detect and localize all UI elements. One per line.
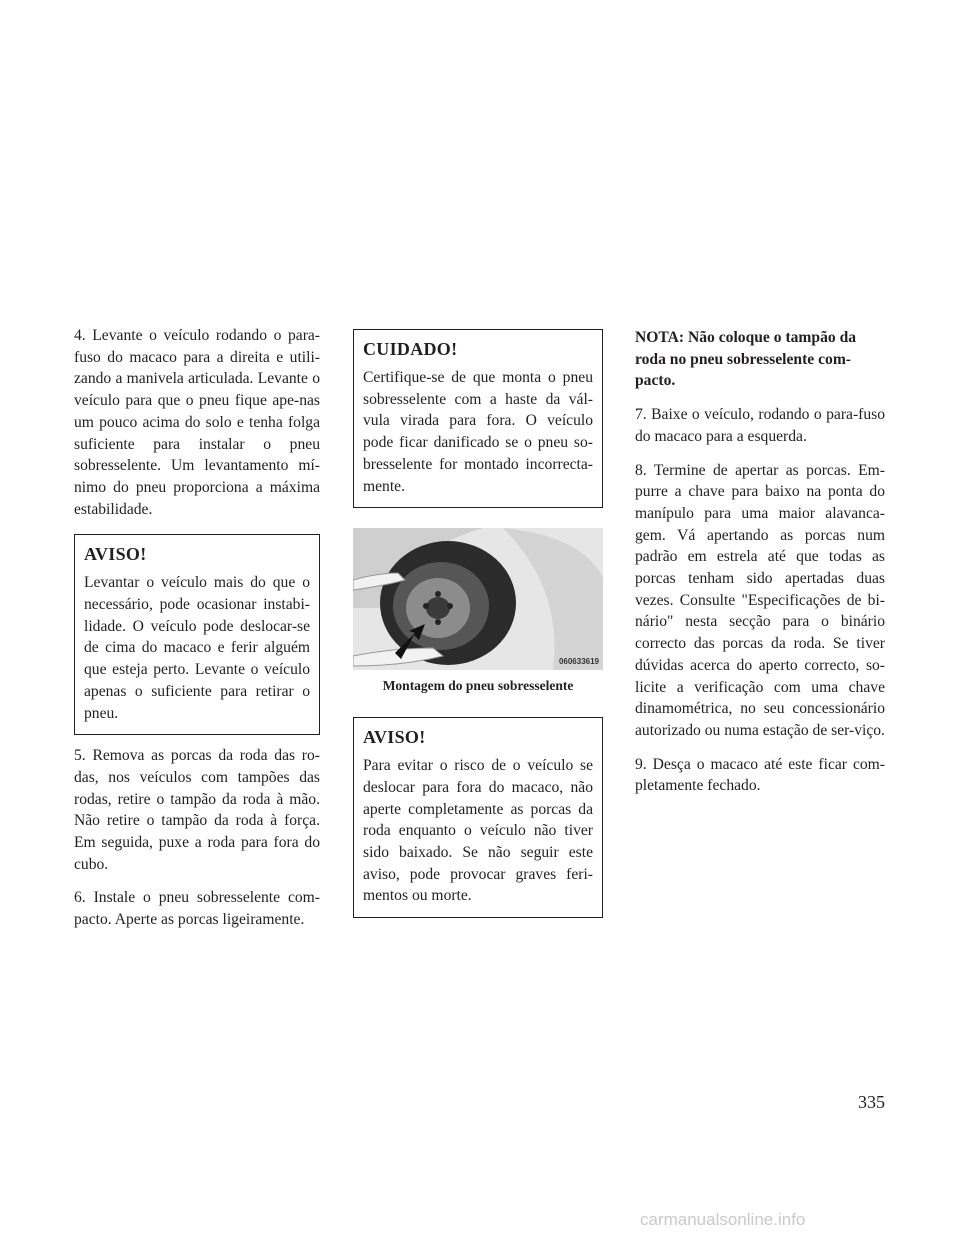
step-6-text: 6. Instale o pneu sobresselente com-pacto. Aperte as porcas ligeiramente. — [74, 889, 320, 929]
caution-text: Certifique-se de que monta o pneu sobresselente com a haste da vál-vula virada para fora. O veículo pode ficar danificado se o pneu so-bresselente for montado incorrecta-mente. — [363, 369, 593, 495]
caution-title: CUIDADO! — [363, 339, 458, 359]
warning-title: AVISO! — [363, 727, 426, 748]
left-column — [74, 325, 320, 943]
step-4-text: 4. Levante o veículo rodando o para-fuso do macaco para a direita e utili-zando a manivela articulada. Levante o veículo para que o pneu fique ape-nas um pouco acima do solo e tenha folga suficiente para instalar o pneu sobresselente. Um levantamento mí-nimo do pneu proporciona a máxima estabilidade. — [74, 327, 320, 518]
warning-box-1 — [74, 534, 320, 735]
step-8-text: 8. Termine de apertar as porcas. Em-purre a chave para baixo na ponta do manípulo para uma maior alavanca-gem. Vá apertando as porcas num padrão em estrela até que todas as porcas tenham sido apertadas duas vezes. Consulte "Especificações de bi-nário" nesta secção para o binário correcto das porcas da roda. Se tiver dúvidas acerca do aperto correcto, so-licite a verificação com uma chave dinamométrica, no seu concessionário autorizado ou numa estação de ser-viço. — [635, 461, 885, 739]
middle-column — [353, 329, 603, 918]
spare-tire-figure — [353, 528, 603, 695]
lug-nut — [423, 603, 429, 609]
lug-nut — [447, 603, 453, 609]
warning-text: Levantar o veículo mais do que o necessário, pode ocasionar instabi-lidade. O veículo pode deslocar-se de cima do macaco e ferir alguém que esteja perto. Levante o veículo apenas o suficiente para retirar o pneu. — [84, 574, 310, 722]
hub — [426, 597, 450, 619]
watermark: carmanualsonline.info — [640, 1210, 806, 1229]
lug-nut — [435, 591, 441, 597]
warning-text: Para evitar o risco de o veículo se deslocar para fora do macaco, não aperte completamente as porcas da roda enquanto o veículo não tiver sido baixado. Se não seguir este aviso, pode provocar graves feri-mentos ou morte. — [363, 757, 593, 905]
step-7-text: 7. Baixe o veículo, rodando o para-fuso do macaco para a esquerda. — [635, 406, 885, 445]
warning-box-2 — [353, 717, 603, 918]
caution-box — [353, 329, 603, 508]
step-9-text: 9. Desça o macaco até este ficar com-pletamente fechado. — [635, 755, 885, 795]
figure-caption: Montagem do pneu sobresselente — [382, 678, 574, 694]
warning-title: AVISO! — [84, 544, 147, 565]
spare-tire-illustration — [353, 528, 603, 670]
lug-nut — [435, 619, 441, 625]
step-5-text: 5. Remova as porcas da roda das ro-das, nos veículos com tampões das rodas, retire o tampão da roda à mão. Não retire o tampão da roda à força. Em seguida, puxe a roda para fora do cubo. — [74, 747, 320, 873]
figure-code: 060633619 — [558, 657, 599, 667]
right-column — [635, 327, 885, 809]
note-text: NOTA: Não coloque o tampão da roda no pneu sobresselente com-pacto. — [635, 329, 857, 390]
page-number: 335 — [858, 1092, 885, 1112]
